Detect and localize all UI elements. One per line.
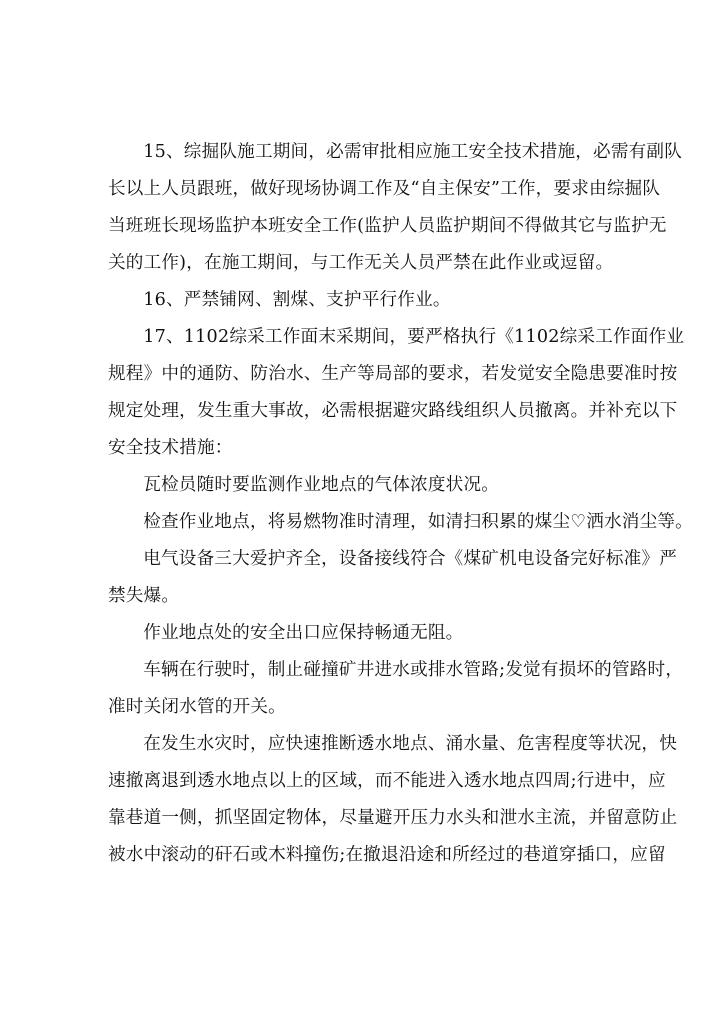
text-line: 16、严禁铺网、割煤、支护平行作业。 [143, 290, 451, 310]
paragraph-15 [108, 134, 682, 282]
text-line: 检查作业地点，将易燃物准时清理，如清扫积累的煤尘♡洒水消尘等。 [143, 512, 693, 532]
paragraph-gas-check [108, 467, 636, 504]
text-line: 规程》中的通防、防治水、生产等局部的要求，若发觉安全隐患要准时按 [108, 364, 678, 384]
paragraph-vehicles [108, 652, 684, 726]
text-line: 规定处理，发生重大事故，必需根据避灾路线组织人员撤离。并补充以下 [108, 401, 678, 421]
text-line: 车辆在行驶时，制止碰撞矿井进水或排水管路;发觉有损坏的管路时， [143, 660, 684, 680]
text-line: 安全技术措施： [108, 438, 233, 458]
paragraph-17 [108, 319, 685, 467]
paragraph-electrical [108, 541, 678, 615]
paragraph-flood [108, 726, 678, 874]
paragraph-safety-exit [108, 615, 636, 652]
text-line: 准时关闭水管的开关。 [108, 697, 286, 717]
text-line: 当班班长现场监护本班安全工作(监护人员监护期间不得做其它与监护无 [108, 216, 667, 236]
text-line: 17、1102综采工作面末采期间，要严格执行《1102综采工作面作业 [143, 327, 685, 347]
text-line: 禁失爆。 [108, 586, 180, 606]
text-line: 瓦检员随时要监测作业地点的气体浓度状况。 [143, 475, 500, 495]
text-line: 15、综掘队施工期间，必需审批相应施工安全技术措施，必需有副队 [143, 142, 682, 162]
text-line: 长以上人员跟班，做好现场协调工作及“自主保安”工作，要求由综掘队 [108, 179, 661, 199]
text-line: 电气设备三大爱护齐全，设备接线符合《煤矿机电设备完好标准》严 [143, 549, 678, 569]
text-line: 靠巷道一侧，抓坚固定物体，尽量避开压力水头和泄水主流，并留意防止 [108, 808, 678, 828]
text-line: 被水中滚动的矸石或木料撞伤;在撤退沿途和所经过的巷道穿插口，应留 [108, 845, 666, 865]
paragraph-16 [108, 282, 636, 319]
document-body [108, 134, 693, 874]
text-line: 关的工作)，在施工期间，与工作无关人员严禁在此作业或逗留。 [108, 253, 614, 273]
paragraph-site-inspection [108, 504, 693, 541]
text-line: 在发生水灾时，应快速推断透水地点、涌水量、危害程度等状况，快 [143, 734, 678, 754]
text-line: 作业地点处的安全出口应保持畅通无阻。 [143, 623, 464, 643]
text-line: 速撤离退到透水地点以上的区域，而不能进入透水地点四周;行进中，应 [108, 771, 666, 791]
